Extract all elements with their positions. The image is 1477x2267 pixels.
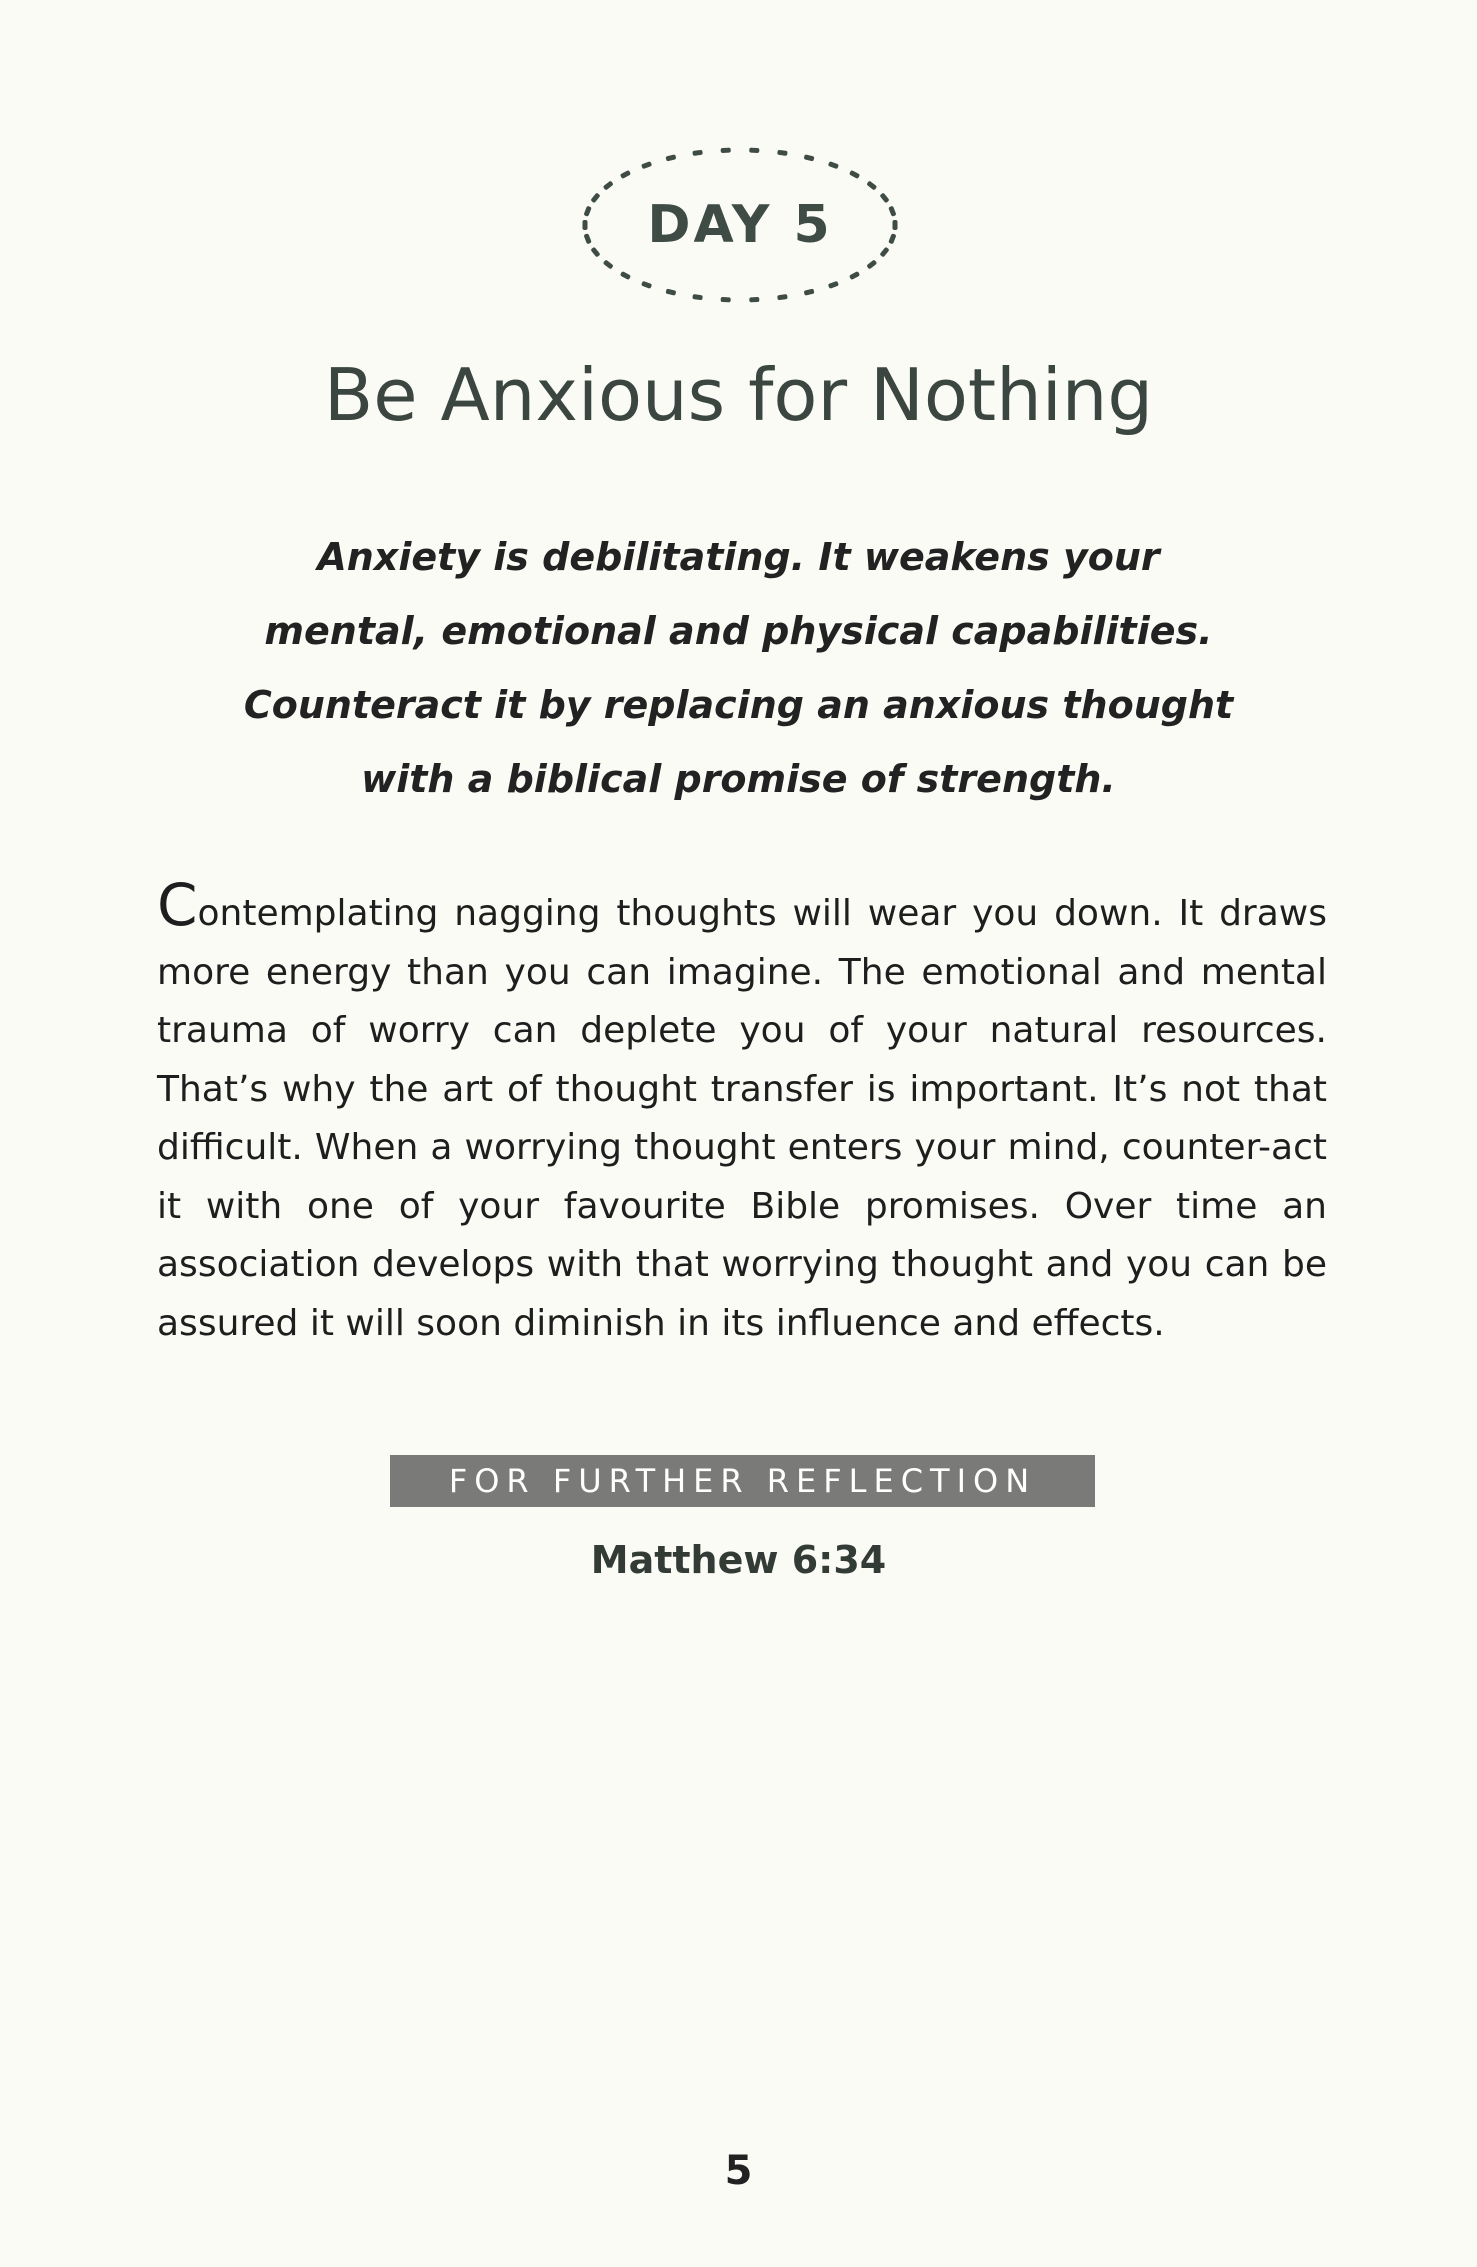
body-first-line [157,871,1327,944]
intro-line: mental, emotional and physical capabilities. [264,609,1213,653]
scripture-reference: Matthew 6:34 [590,1538,887,1582]
intro-paragraph [240,520,1237,816]
intro-line: with a biblical promise of strength. [361,757,1116,801]
day-label: DAY 5 [647,195,833,255]
body-paragraph [157,871,1327,1353]
page-title: Be Anxious for Nothing [323,353,1154,437]
intro-line: Anxiety is debilitating. It weakens your [317,535,1160,579]
body-rest-text: more energy than you can imagine. The emotional and mental trauma of worry can deplete you of your natural resources. That’s why the art of thought transfer is important. It’s not that difficult. When a worrying thought enters your mind, counter-act it with one of your favourite Bible promises. Over time an association develops with that worrying thought and you can be assured it will soon diminish in its influence and effects. [157,951,1327,1344]
body-first-line-text: ontemplating nagging thoughts will wear you down. It draws [197,893,1327,934]
reflection-heading: FOR FURTHER REFLECTION [390,1455,1095,1507]
day-badge [570,135,910,315]
intro-line: Counteract it by replacing an anxious thought [243,683,1234,727]
drop-cap: C [157,871,198,939]
page-number: 5 [724,2148,753,2194]
